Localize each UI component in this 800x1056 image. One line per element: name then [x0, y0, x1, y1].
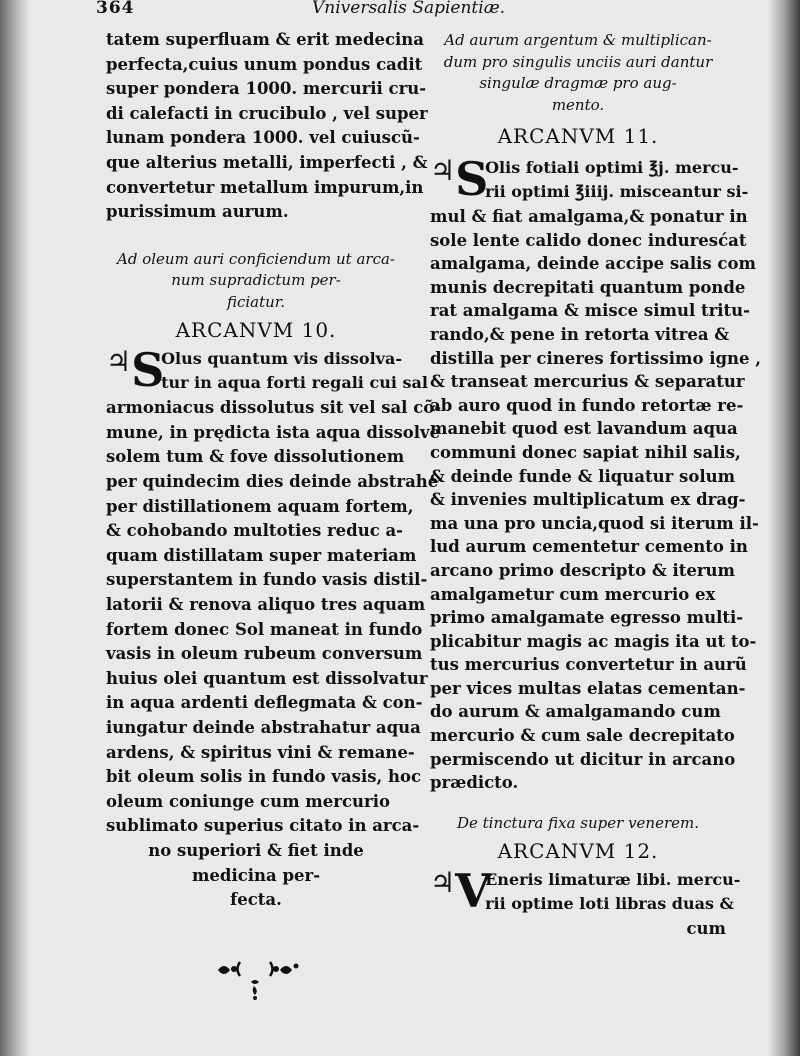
- running-head: [96, 0, 516, 22]
- section-heading-line: dum pro singulis unciis auri dantur: [443, 52, 713, 71]
- section-heading-line: num supradictum per-: [171, 271, 341, 290]
- text-line: rando,& pene in retorta vitrea &: [430, 324, 730, 344]
- page-number: 364: [96, 0, 135, 18]
- text-line: purissimum aurum.: [106, 202, 289, 222]
- text-line: tatem superfluam & erit medecina: [106, 30, 424, 49]
- section-heading-line: De tinctura fixa super venerem.: [456, 813, 699, 832]
- text-line: communi donec sapiat nihil salis,: [430, 442, 741, 462]
- arcanum-12-paragraph: [430, 864, 741, 941]
- page-edge-shadow: [768, 0, 800, 1056]
- text-line: mune, in prędicta ista aqua dissolve: [106, 422, 441, 442]
- text-line: di calefacti in crucibulo , vel super: [106, 103, 428, 123]
- text-line: & invenies multiplicatum ex drag-: [430, 490, 746, 510]
- arcanum-12-title: ARCANVM 12.: [497, 839, 659, 864]
- section-heading-line: Ad oleum auri conficiendum ut arca-: [117, 249, 395, 268]
- text-line: no superiori & fiet inde: [148, 840, 364, 860]
- section-heading-line: mento.: [551, 95, 605, 114]
- text-line: primo amalgamate egresso multi-: [430, 608, 744, 628]
- drop-cap: S: [131, 343, 165, 398]
- text-line: fortem donec Sol maneat in fundo: [106, 619, 423, 639]
- text-line: super pondera 1000. mercurii cru-: [106, 79, 427, 99]
- right-column: [430, 30, 761, 941]
- printer-ornament-icon: [210, 954, 310, 1004]
- text-line: plicabitur magis ac magis ita ut to-: [430, 631, 757, 651]
- text-line: vasis in oleum rubeum conversum: [106, 644, 423, 664]
- text-line: ma una pro uncia,quod si iterum il-: [430, 513, 759, 533]
- section-heading-line: Ad aurum argentum & multiplican-: [444, 31, 712, 49]
- arcanum-10-paragraph: [106, 343, 442, 912]
- arcanum-11-paragraph: [430, 152, 761, 795]
- text-line: per distillationem aquam fortem,: [106, 496, 414, 516]
- section-heading-line: singulæ dragmæ pro aug-: [479, 74, 677, 92]
- text-line: convertetur metallum impurum,in: [106, 177, 424, 197]
- text-line: bit oleum solis in fundo vasis, hoc: [106, 767, 422, 787]
- text-line: tur in aqua forti regali cui sal: [161, 373, 428, 393]
- text-line: quam distillatam super materiam: [106, 545, 417, 565]
- text-line: ardens, & spiritus vini & remane-: [106, 742, 415, 762]
- left-column: [106, 28, 442, 913]
- text-line: amalgametur cum mercurio ex: [430, 584, 716, 604]
- jupiter-symbol-icon: ♃: [106, 345, 132, 379]
- text-line: prædicto.: [430, 773, 519, 793]
- text-line: do aurum & amalgamando cum: [430, 702, 721, 722]
- jupiter-symbol-icon: ♃: [430, 154, 456, 187]
- jupiter-symbol-icon: ♃: [430, 866, 456, 900]
- text-line: manebit quod est lavandum aqua: [430, 419, 738, 439]
- text-line: armoniacus dissolutus sit vel sal cõ-: [106, 398, 442, 418]
- arcanum-10-title: ARCANVM 10.: [175, 318, 337, 343]
- drop-cap: S: [455, 152, 489, 206]
- text-line: lud aurum cementetur cemento in: [430, 537, 748, 557]
- text-line: mercurio & cum sale decrepitato: [430, 726, 735, 746]
- text-line: Olus quantum vis dissolva-: [161, 349, 402, 369]
- text-line: rii optime loti libras duas &: [485, 894, 734, 914]
- text-line: huius olei quantum est dissolvatur: [106, 668, 428, 688]
- text-line: in aqua ardenti deflegmata & con-: [106, 693, 423, 713]
- section-heading-line: ficiatur.: [226, 292, 286, 311]
- text-line: & transeat mercurius & separatur: [430, 372, 745, 392]
- text-line: medicina per-: [191, 865, 321, 885]
- running-title: Vniversalis Sapientiæ.: [312, 0, 506, 18]
- text-line: & deinde funde & liquatur solum: [430, 466, 736, 486]
- text-line: & cohobando multoties reduc a-: [106, 521, 404, 541]
- arcanum-11-title: ARCANVM 11.: [497, 124, 659, 148]
- text-line: iungatur deinde abstrahatur aqua: [106, 717, 421, 737]
- text-line: rii optimi ℥iiij. misceantur si-: [485, 182, 749, 201]
- text-line: latorii & renova aliquo tres aquam: [106, 595, 426, 614]
- text-line: permiscendo ut dicitur in arcano: [430, 749, 736, 769]
- catchword: cum: [686, 919, 726, 939]
- text-line: Eneris limaturæ libi. mercu-: [485, 870, 741, 890]
- text-line: munis decrepitati quantum ponde: [430, 277, 746, 297]
- text-line: rat amalgama & misce simul tritu-: [430, 301, 751, 321]
- text-line: oleum coniunge cum mercurio: [106, 791, 390, 811]
- text-line: ab auro quod in fundo retortæ re-: [430, 395, 744, 415]
- text-line: distilla per cineres fortissimo igne ,: [430, 348, 761, 368]
- text-line: amalgama, deinde accipe salis com: [430, 254, 756, 274]
- text-line: Olis fotiali optimi ℥j. mercu-: [485, 158, 739, 177]
- text-line: per vices multas elatas cementan-: [430, 678, 746, 698]
- text-line: perfecta,cuius unum pondus cadit: [106, 54, 423, 74]
- text-line: mul & fiat amalgama,& ponatur in: [430, 207, 748, 226]
- text-line: lunam pondera 1000. vel cuiuscũ-: [106, 128, 420, 148]
- text-line: que alterius metalli, imperfecti , &: [106, 152, 428, 172]
- page-gutter-shadow: [0, 0, 30, 1056]
- text-line: fecta.: [230, 890, 282, 910]
- text-line: per quindecim dies deinde abstrahe: [106, 472, 439, 492]
- drop-cap: V: [455, 864, 491, 919]
- text-line: superstantem in fundo vasis distil-: [106, 570, 428, 590]
- text-line: tus mercurius convertetur in aurũ: [430, 655, 747, 675]
- text-line: solem tum & fove dissolutionem: [106, 447, 405, 467]
- text-line: arcano primo descripto & iterum: [430, 560, 735, 580]
- text-line: sublimato superius citato in arca-: [106, 816, 420, 836]
- text-line: sole lente calido donec induresćat: [430, 230, 747, 250]
